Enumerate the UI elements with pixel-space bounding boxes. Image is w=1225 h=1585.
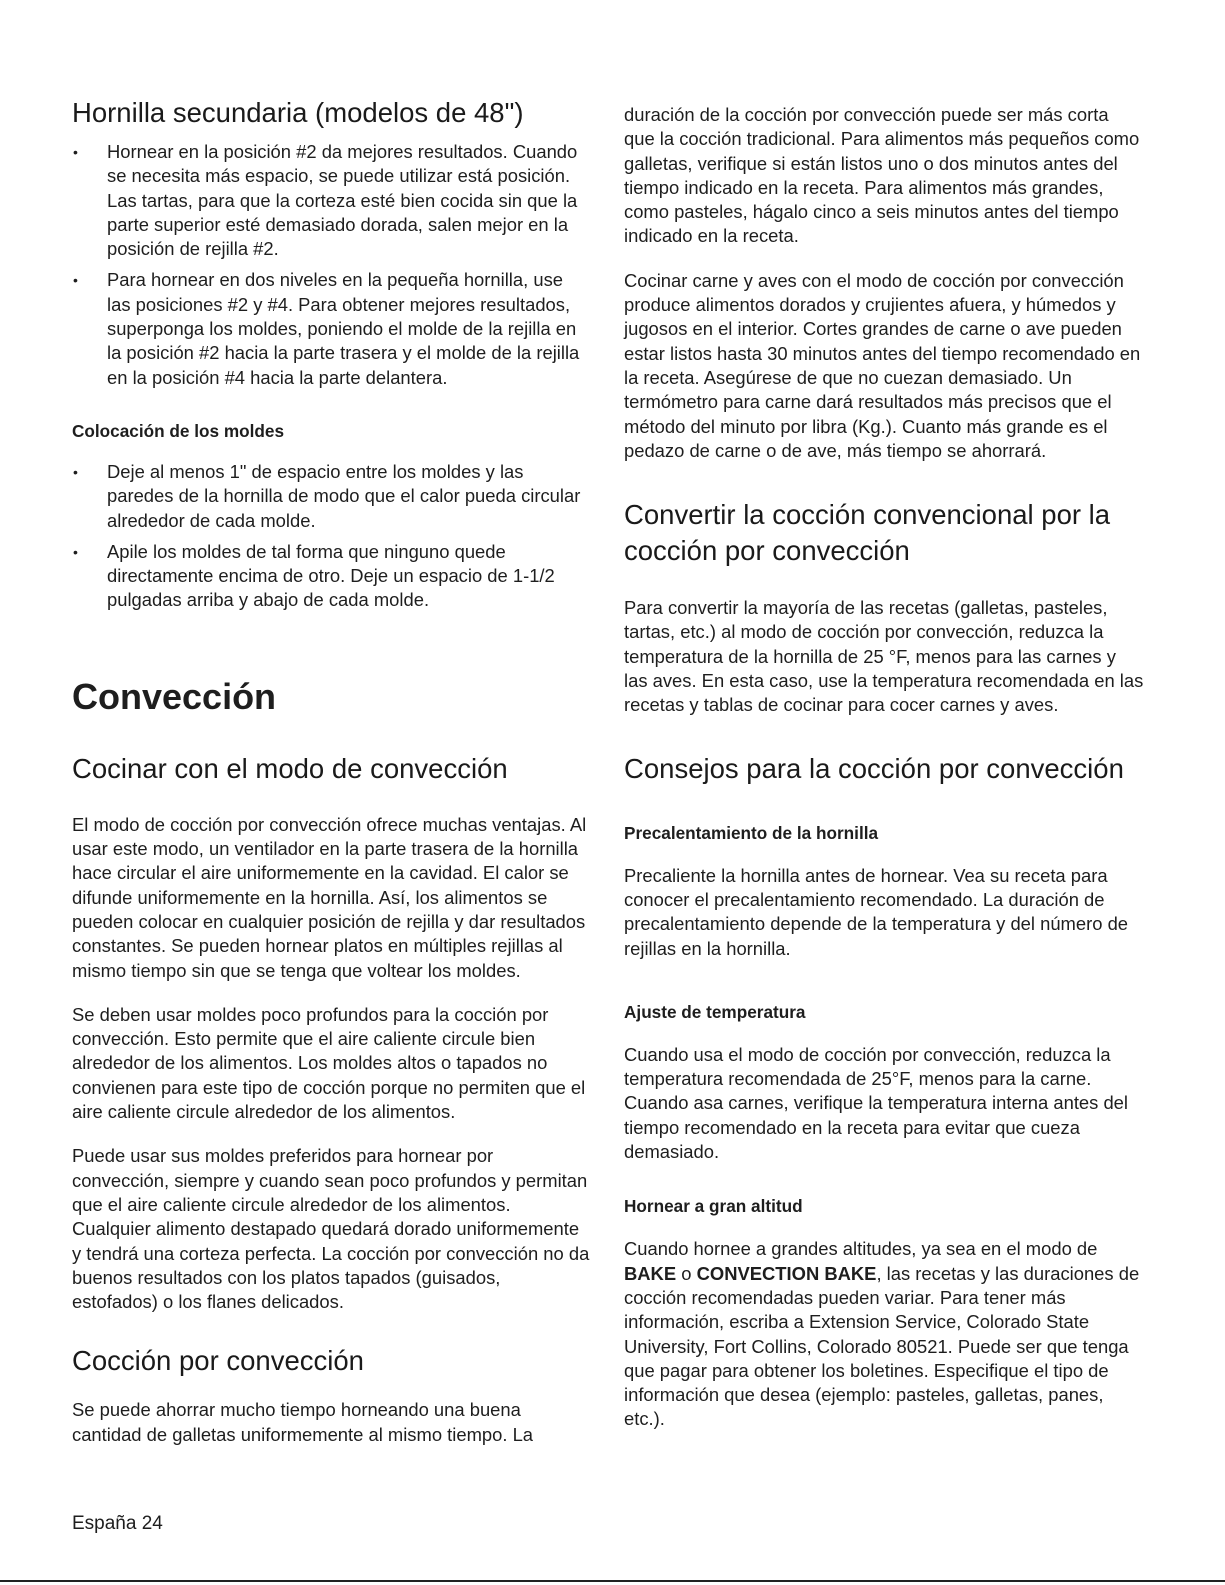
- colocacion-list: [72, 460, 590, 613]
- heading-precalentamiento: Precalentamiento de la hornilla: [624, 822, 879, 843]
- heading-altitud: Hornear a gran altitud: [624, 1196, 803, 1217]
- page-footer: España 24: [72, 1513, 163, 1534]
- cocinar-paragraph-1: El modo de cocción por convección ofrece muchas ventajas. Al usar este modo, un ventilador en la parte trasera de la hornilla hace circular el aire uniformemente en la cavidad. El calor se difunde uniformemente en la hornilla. Así, los alimentos se pueden colocar en cualquier posición de rejilla y dar resultados constantes. Se pueden hornear platos en múltiples rejillas al mismo tiempo sin que se tenga que voltear los moldes.: [72, 813, 587, 981]
- heading-cocinar: Cocinar con el modo de convección: [72, 752, 508, 784]
- secundaria-list: [72, 140, 590, 390]
- convection-bake-label: CONVECTION BAKE: [696, 1262, 877, 1284]
- heading-coccion: Cocción por convección: [72, 1345, 364, 1377]
- continued-paragraph-1: duración de la cocción por convección puede ser más corta que la cocción tradicional. Para alimentos más pequeños como galletas, verifique si están listos uno o dos minutos antes del tiempo indicado en la receta. Para alimentos más grandes, como pasteles, hágalo cinco a seis minutos antes del tiempo indicado en la receta.: [624, 104, 1140, 247]
- list-item: • Hornear en la posición #2 da mejores resultados. Cuando se necesita más espacio, se puede utilizar está posición. Las tartas, para que la corteza esté bien cocida sin que la parte superior esté demasiado dorada, salen mejor en la posición de rejilla #2.: [73, 141, 578, 260]
- left-column: [72, 96, 590, 1447]
- altitud-paragraph: Cuando hornee a grandes altitudes, ya sea en el modo de BAKE o CONVECTION BAKE, las recetas y las duraciones de cocción recomendadas pueden variar. Para tener más información, escriba a Extension Service, Colorado State University, Fort Collins, Colorado 80521. Puede ser que tenga que pagar para obtener los boletines. Especifique el tipo de información que desea (ejemplo: pasteles, galletas, panes, etc.).: [624, 1238, 1140, 1430]
- convertir-paragraph: Para convertir la mayoría de las recetas (galletas, pasteles, tartas, etc.) al modo de cocción por convección, reduzca la temperatura de la hornilla de 25 °F, menos para las carnes y las aves. En esta caso, use la temperatura recomendada en las recetas y tablas de cocinar para cocer carnes y aves.: [624, 597, 1144, 716]
- bullet-icon: •: [73, 272, 78, 289]
- bullet-icon: •: [73, 543, 78, 560]
- heading-hornilla-secundaria: Hornilla secundaria (modelos de 48"): [72, 97, 524, 128]
- cocinar-paragraph-2: Se deben usar moldes poco profundos para la cocción por convección. Esto permite que el aire caliente circule bien alrededor de los alimentos. Los moldes altos o tapados no convienen para este tipo de cocción porque no permiten que el aire caliente circule alrededor de los alimentos.: [72, 1003, 586, 1123]
- right-column: [624, 103, 1144, 1432]
- list-item: • Para hornear en dos niveles en la pequeña hornilla, use las posiciones #2 y #4. Para obtener mejores resultados, superponga los moldes, poniendo el molde de la rejilla en la posición #2 hacia la parte trasera y el molde de la rejilla en la posición #4 hacia la parte delantera.: [73, 269, 580, 388]
- bake-label: BAKE: [624, 1262, 677, 1284]
- list-item: • Deje al menos 1" de espacio entre los moldes y las paredes de la hornilla de modo que el calor pueda circular alrededor de cada molde.: [73, 460, 581, 531]
- heading-convertir: Convertir la cocción convencional por la cocción por convección: [624, 499, 1111, 567]
- ajuste-paragraph: Cuando usa el modo de cocción por convección, reduzca la temperatura recomendada de 25°F, menos para la carne. Cuando asa carnes, verifique la temperatura interna antes del tiempo recomendado en la receta para evitar que cueza demasiado.: [624, 1043, 1129, 1163]
- heading-ajuste: Ajuste de temperatura: [624, 1001, 806, 1022]
- heading-conveccion: Convección: [72, 675, 277, 717]
- bottom-divider: [0, 1580, 1225, 1582]
- continued-paragraph-2: Cocinar carne y aves con el modo de cocción por convección produce alimentos dorados y crujientes afuera, y húmedos y jugosos en el interior. Cortes grandes de carne o ave pueden estar listos hasta 30 minutos antes del tiempo recomendado en la receta. Asegúrese de que no cuezan demasiado. Un termómetro para carne dará resultados más precisos que el método del minuto por libra (Kg.). Cuanto más grande es el pedazo de carne o de ave, más tiempo se ahorrará.: [624, 269, 1141, 461]
- heading-consejos: Consejos para la cocción por convección: [624, 752, 1124, 784]
- bullet-icon: •: [73, 144, 78, 160]
- coccion-paragraph: Se puede ahorrar mucho tiempo horneando una buena cantidad de galletas uniformemente al mismo tiempo. La: [72, 1399, 534, 1445]
- bullet-icon: •: [73, 463, 78, 480]
- precalentamiento-paragraph: Precaliente la hornilla antes de hornear. Vea su receta para conocer el precalentamiento recomendado. La duración de precalentamiento depende de la temperatura y del número de rejillas en la hornilla.: [624, 864, 1129, 959]
- heading-colocacion: Colocación de los moldes: [72, 420, 285, 441]
- list-item: • Apile los moldes de tal forma que ninguno quede directamente encima de otro. Deje un espacio de 1-1/2 pulgadas arriba y abajo de cada molde.: [73, 540, 555, 611]
- cocinar-paragraph-3: Puede usar sus moldes preferidos para hornear por convección, siempre y cuando sean poco profundos y permitan que el aire caliente circule alrededor de los alimentos. Cualquier alimento destapado quedará dorado uniformemente y tendrá una corteza perfecta. La cocción por convección no da buenos resultados con los platos tapados (guisados, estofados) o los flanes delicados.: [72, 1145, 590, 1313]
